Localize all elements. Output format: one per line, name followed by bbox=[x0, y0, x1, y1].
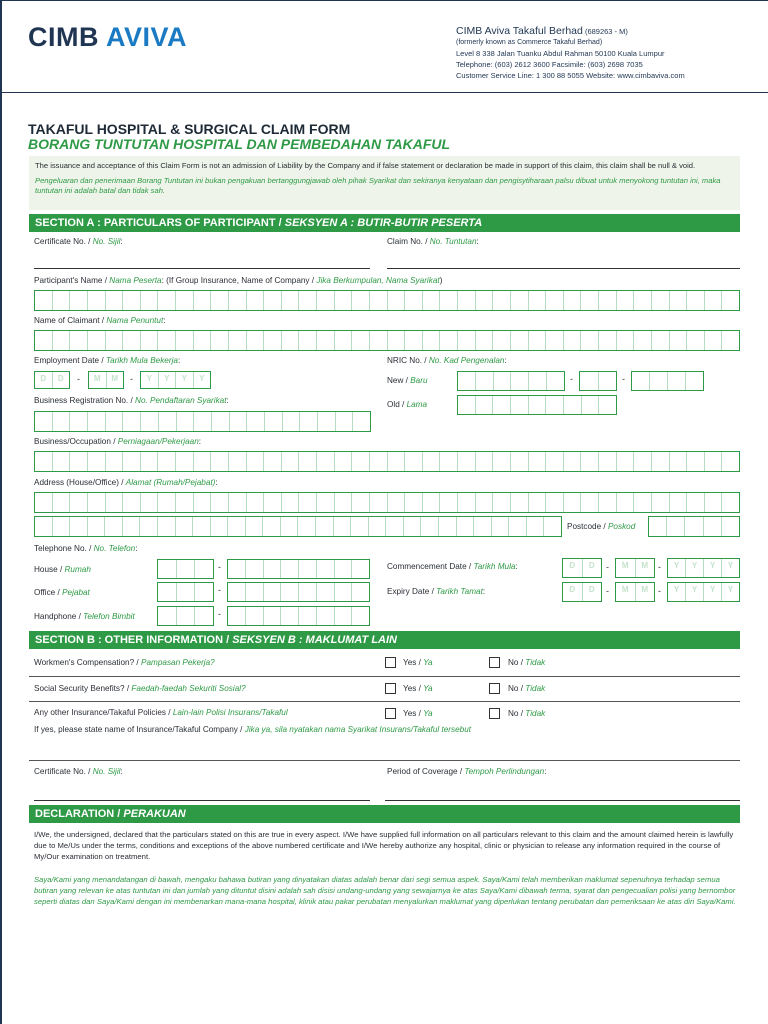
company-formerly: (formerly known as Commerce Takaful Berhad) bbox=[456, 39, 603, 46]
nric-new-label: New / Baru bbox=[387, 376, 428, 385]
company-service: Customer Service Line: 1 300 88 5055 Website: www.cimbaviva.com bbox=[456, 71, 685, 80]
company-name: CIMB Aviva Takaful Berhad bbox=[456, 25, 583, 37]
section-a-header bbox=[29, 214, 740, 232]
address-label: Address (House/Office) / Alamat (Rumah/Pejabat): bbox=[34, 478, 218, 487]
no-label: No / Tidak bbox=[508, 684, 546, 693]
section-b-title-ms: SEKSYEN B : MAKLUMAT LAIN bbox=[232, 634, 397, 646]
workmen-comp-yes-checkbox[interactable] bbox=[385, 657, 396, 668]
expiry-day[interactable]: D D bbox=[562, 582, 602, 602]
handphone-label: Handphone / Telefon Bimbit bbox=[34, 612, 135, 621]
declaration-header bbox=[29, 805, 740, 823]
claimant-label: Name of Claimant / Nama Penuntut: bbox=[34, 316, 166, 325]
office-label: Office / Pejabat bbox=[34, 588, 90, 597]
other-insurance-label: Any other Insurance/Takaful Policies / Lain-lain Polisi Insurans/Takaful bbox=[34, 708, 288, 717]
expiry-year[interactable]: Y Y Y Y bbox=[667, 582, 740, 602]
declaration-title-ms: PERAKUAN bbox=[123, 808, 186, 820]
workmen-comp-label: Workmen's Compensation? / Pampasan Pekerja? bbox=[34, 658, 215, 667]
company-info bbox=[456, 26, 685, 81]
section-b-header bbox=[29, 631, 740, 649]
logo-cimb: CIMB bbox=[28, 22, 99, 52]
insurer-name-field[interactable] bbox=[29, 760, 740, 761]
dash: - bbox=[77, 374, 80, 384]
occupation-label: Business/Occupation / Perniagaan/Pekerjaan: bbox=[34, 437, 202, 446]
office-prefix[interactable] bbox=[157, 582, 214, 602]
occupation-field[interactable] bbox=[34, 451, 740, 472]
house-label: House / Rumah bbox=[34, 565, 91, 574]
nric-label: NRIC No. / No. Kad Pengenalan: bbox=[387, 356, 507, 365]
expiry-label: Expiry Date / Tarikh Tamat: bbox=[387, 587, 486, 596]
period-field[interactable] bbox=[385, 800, 740, 801]
section-a-title-ms: SEKSYEN A : BUTIR-BUTIR PESERTA bbox=[284, 217, 483, 229]
declaration-text-en: I/We, the undersigned, declared that the particulars stated on this are true in every aspect. I/We have supplied full information on all particulars relevant to this claim and the amount claimed herein is lawfully due to Me/Us under the terms, conditions and exceptions of the above numbered certificate and I/We hereby authorize any hospital, clinic or physician to release any information required in the course of My/Our examination on treatment. bbox=[34, 830, 734, 861]
form-title: TAKAFUL HOSPITAL & SURGICAL CLAIM FORM bbox=[28, 121, 351, 137]
notice-ms: Pengeluaran dan penerimaan Borang Tuntutan ini bukan pengakuan bertanggungjawab oleh pihak Syarikat dan sekiranya kenyataan dan pengisytiharaan palsu dibuat untuk menyokong tuntutan ini, maka tuntutan ini adalah batal dan tidak sah. bbox=[35, 175, 721, 195]
employment-year[interactable]: Y Y Y Y bbox=[140, 371, 211, 389]
company-address: Level 8 338 Jalan Tuanku Abdul Rahman 50100 Kuala Lumpur bbox=[456, 49, 665, 58]
handphone-prefix[interactable] bbox=[157, 606, 214, 626]
section-b-title: SECTION B : OTHER INFORMATION / bbox=[35, 634, 233, 646]
house-prefix[interactable] bbox=[157, 559, 214, 579]
header-rule bbox=[2, 92, 768, 93]
section-a-title: SECTION A : PARTICULARS OF PARTICIPANT / bbox=[35, 217, 285, 229]
company-logo bbox=[28, 22, 187, 53]
dash: - bbox=[658, 562, 661, 572]
dash: - bbox=[570, 374, 573, 384]
employment-month[interactable]: M M bbox=[88, 371, 124, 389]
business-reg-field[interactable] bbox=[34, 411, 371, 432]
nric-old-field[interactable] bbox=[457, 395, 617, 415]
postcode-field[interactable] bbox=[648, 516, 740, 537]
notice-box bbox=[29, 156, 740, 210]
nric-old-label: Old / Lama bbox=[387, 400, 428, 409]
company-reg: (689263 - M) bbox=[584, 27, 628, 36]
workmen-comp-no-checkbox[interactable] bbox=[489, 657, 500, 668]
claim-field[interactable] bbox=[387, 268, 740, 269]
certificate-b-field[interactable] bbox=[34, 800, 370, 801]
certificate-b-label: Certificate No. / No. Sijil: bbox=[34, 767, 123, 776]
notice-en: The issuance and acceptance of this Claim Form is not an admission of Liability by the Company and if false statement or declaration be made in support of this claim, this claim shall be null & void. bbox=[35, 161, 696, 170]
dash: - bbox=[606, 562, 609, 572]
dash: - bbox=[606, 586, 609, 596]
house-number[interactable] bbox=[227, 559, 370, 579]
social-security-no-checkbox[interactable] bbox=[489, 683, 500, 694]
nric-new-part3[interactable] bbox=[631, 371, 704, 391]
yes-label: Yes / Ya bbox=[403, 684, 433, 693]
certificate-field[interactable] bbox=[34, 268, 370, 269]
dash: - bbox=[218, 562, 221, 572]
participant-label: Participant's Name / Nama Peserta: (If Group Insurance, Name of Company / Jika Berkumpulan, Nama Syarikat) bbox=[34, 276, 443, 285]
employment-day[interactable]: D D bbox=[34, 371, 70, 389]
commencement-label: Commencement Date / Tarikh Mula: bbox=[387, 562, 518, 571]
if-yes-label: If yes, please state name of Insurance/Takaful Company / Jika ya, sila nyatakan nama Syarikat Insurans/Takaful tersebut bbox=[34, 725, 472, 734]
social-security-label: Social Security Benefits? / Faedah-faedah Sekuriti Sosial? bbox=[34, 684, 246, 693]
yes-label: Yes / Ya bbox=[403, 709, 433, 718]
claimant-name-field[interactable] bbox=[34, 330, 740, 351]
social-security-yes-checkbox[interactable] bbox=[385, 683, 396, 694]
logo-aviva: AVIVA bbox=[106, 22, 188, 52]
office-number[interactable] bbox=[227, 582, 370, 602]
other-insurance-no-checkbox[interactable] bbox=[489, 708, 500, 719]
nric-new-part2[interactable] bbox=[579, 371, 617, 391]
form-title-ms: BORANG TUNTUTAN HOSPITAL DAN PEMBEDAHAN TAKAFUL bbox=[28, 136, 451, 152]
company-name-line bbox=[456, 26, 685, 37]
other-insurance-yes-checkbox[interactable] bbox=[385, 708, 396, 719]
address-line1[interactable] bbox=[34, 492, 740, 513]
dash: - bbox=[218, 609, 221, 619]
claim-label: Claim No. / No. Tuntutan: bbox=[387, 237, 479, 246]
dash: - bbox=[622, 374, 625, 384]
row-divider bbox=[29, 701, 740, 702]
postcode-label: Postcode / Poskod bbox=[567, 522, 636, 531]
commencement-day[interactable]: D D bbox=[562, 558, 602, 578]
no-label: No / Tidak bbox=[508, 658, 546, 667]
declaration-text-ms: Saya/Kami yang menandatangan di bawah, mengaku bahawa butiran yang dinyatakan diatas adalah benar dari segi semua aspek. Saya/Kami telah memberikan maklumat sepenuhnya terhadap semua butiran yang relevan ke atas tuntutan ini dan jumlah yang dituntut disini adalah sah disisi undang-undang yang sewajarnya ke atas Saya/Kami dibawah terma, syarat dan pengecualian polisi yang bernombor seperti diatas dan Saya/Kami dengan ini membenarkan mana-mana hospital, klinik atau pakar perubatan menyalurkan maklumat yang diperlukan tentang perubatan dan pemeriksaan ke atas diri Saya/Kami. bbox=[34, 875, 736, 906]
yes-label: Yes / Ya bbox=[403, 658, 433, 667]
period-label: Period of Coverage / Tempoh Perlindungan: bbox=[387, 767, 547, 776]
row-divider bbox=[29, 676, 740, 677]
dash: - bbox=[218, 585, 221, 595]
address-line2[interactable] bbox=[34, 516, 562, 537]
declaration-title: DECLARATION / bbox=[35, 808, 124, 820]
commencement-month[interactable]: M M bbox=[615, 558, 655, 578]
telephone-label: Telephone No. / No. Telefon: bbox=[34, 544, 138, 553]
certificate-label: Certificate No. / No. Sijil: bbox=[34, 237, 123, 246]
no-label: No / Tidak bbox=[508, 709, 546, 718]
participant-name-field[interactable] bbox=[34, 290, 740, 311]
business-reg-label: Business Registration No. / No. Pendaftaran Syarikat: bbox=[34, 396, 229, 405]
commencement-year[interactable]: Y Y Y Y bbox=[667, 558, 740, 578]
dash: - bbox=[658, 586, 661, 596]
nric-new-part1[interactable] bbox=[457, 371, 565, 391]
employment-date-label: Employment Date / Tarikh Mula Bekerja: bbox=[34, 356, 181, 365]
handphone-number[interactable] bbox=[227, 606, 370, 626]
dash: - bbox=[130, 374, 133, 384]
company-phone: Telephone: (603) 2612 3600 Facsimile: (603) 2698 7035 bbox=[456, 60, 643, 69]
expiry-month[interactable]: M M bbox=[615, 582, 655, 602]
